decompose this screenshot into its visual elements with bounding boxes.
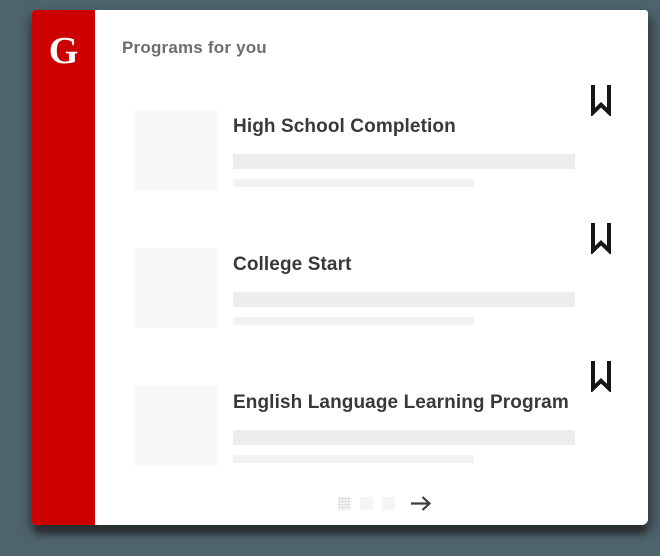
skeleton-line <box>233 292 575 307</box>
program-title[interactable]: High School Completion <box>233 116 456 137</box>
page-title: Programs for you <box>122 38 267 57</box>
skeleton-line <box>233 317 474 325</box>
brand-rail <box>32 10 95 525</box>
skeleton-line <box>233 179 474 187</box>
program-thumbnail[interactable] <box>135 110 217 190</box>
card-content <box>95 10 648 525</box>
program-title[interactable]: English Language Learning Program <box>233 392 569 413</box>
bookmark-button[interactable] <box>588 222 614 254</box>
pagination-dot-1[interactable] <box>338 497 351 510</box>
bookmark-icon <box>588 360 614 392</box>
bookmark-button[interactable] <box>588 360 614 392</box>
arrow-right-icon <box>410 495 432 512</box>
program-title[interactable]: College Start <box>233 254 352 275</box>
brand-logo[interactable]: G <box>48 30 79 72</box>
skeleton-line <box>233 430 575 445</box>
bookmark-button[interactable] <box>588 84 614 116</box>
program-thumbnail[interactable] <box>135 386 217 466</box>
program-text <box>233 386 648 466</box>
programs-card <box>32 10 648 525</box>
program-text <box>233 110 648 190</box>
skeleton-line <box>233 154 575 169</box>
skeleton-line <box>233 455 474 463</box>
program-text <box>233 248 648 328</box>
program-list <box>135 110 648 466</box>
pagination <box>122 495 648 512</box>
bookmark-icon <box>588 84 614 116</box>
next-page-button[interactable] <box>410 495 432 512</box>
pagination-dot-2[interactable] <box>360 497 373 510</box>
bookmark-icon <box>588 222 614 254</box>
program-item[interactable] <box>135 110 648 190</box>
pagination-dot-3[interactable] <box>382 497 395 510</box>
program-thumbnail[interactable] <box>135 248 217 328</box>
program-item[interactable] <box>135 386 648 466</box>
program-item[interactable] <box>135 248 648 328</box>
